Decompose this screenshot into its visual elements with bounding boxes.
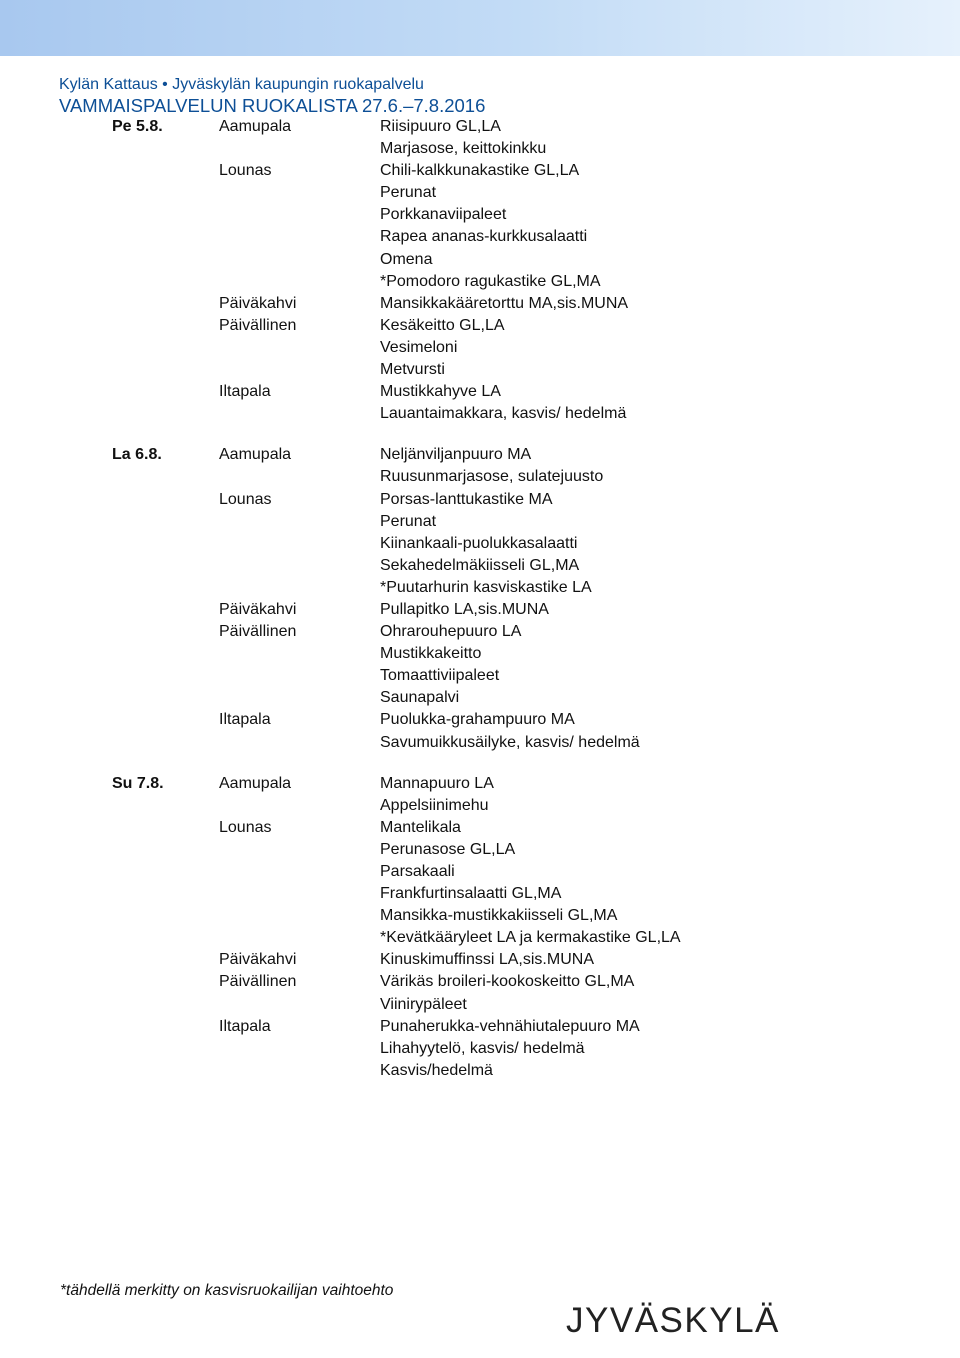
menu-row bbox=[0, 1038, 960, 1060]
menu-row bbox=[0, 271, 960, 293]
menu-row bbox=[0, 337, 960, 359]
day-section bbox=[0, 444, 960, 753]
dish-item: Perunat bbox=[380, 184, 437, 202]
menu-row bbox=[0, 883, 960, 905]
menu-row bbox=[0, 381, 960, 403]
menu-row bbox=[0, 489, 960, 511]
day-date: Su 7.8. bbox=[112, 774, 164, 792]
menu-row bbox=[0, 861, 960, 883]
meal-label: Iltapala bbox=[219, 383, 271, 401]
dish-item: Lauantaimakkara, kasvis/ hedelmä bbox=[380, 405, 627, 423]
dish-item: Mustikkahyve LA bbox=[380, 383, 501, 401]
menu-row bbox=[0, 687, 960, 709]
dish-item: Savumuikkusäilyke, kasvis/ hedelmä bbox=[380, 733, 640, 751]
dish-item: *Puutarhurin kasviskastike LA bbox=[380, 578, 592, 596]
dish-item: *Kevätkääryleet LA ja kermakastike GL,LA bbox=[380, 929, 681, 947]
dish-item: Metvursti bbox=[380, 361, 445, 379]
menu-row bbox=[0, 795, 960, 817]
dish-item: Värikäs broileri-kookoskeitto GL,MA bbox=[380, 973, 635, 991]
dish-item: Mustikkakeitto bbox=[380, 645, 482, 663]
meal-label: Lounas bbox=[219, 162, 272, 180]
meal-label: Aamupala bbox=[219, 446, 292, 464]
menu-row bbox=[0, 971, 960, 993]
menu-row bbox=[0, 599, 960, 621]
logo-wordmark bbox=[566, 1294, 792, 1342]
menu-row bbox=[0, 994, 960, 1016]
meal-label: Aamupala bbox=[219, 774, 292, 792]
meal-label: Päiväkahvi bbox=[219, 600, 297, 618]
dish-item: Mantelikala bbox=[380, 818, 461, 836]
dish-item: Chili-kalkkunakastike GL,LA bbox=[380, 162, 580, 180]
menu-row bbox=[0, 732, 960, 754]
dish-item: Mansikkakääretorttu MA,sis.MUNA bbox=[380, 294, 629, 312]
menu-row bbox=[0, 182, 960, 204]
dish-item: *Pomodoro ragukastike GL,MA bbox=[380, 272, 601, 290]
top-banner bbox=[0, 0, 960, 56]
dish-item: Punaherukka-vehnähiutalepuuro MA bbox=[380, 1017, 640, 1035]
dish-item: Kasvis/hedelmä bbox=[380, 1061, 493, 1079]
menu-row bbox=[0, 444, 960, 466]
menu-row bbox=[0, 577, 960, 599]
menu-row bbox=[0, 621, 960, 643]
dish-item: Neljänviljanpuuro MA bbox=[380, 446, 532, 464]
footnote: *tähdellä merkitty on kasvisruokailijan vaihtoehto bbox=[60, 1282, 394, 1299]
menu-days bbox=[0, 116, 960, 1082]
menu-row bbox=[0, 533, 960, 555]
menu-row bbox=[0, 403, 960, 425]
logo-text: JYVÄSKYLÄ bbox=[566, 1301, 780, 1340]
dish-item: Rapea ananas-kurkkusalaatti bbox=[380, 228, 588, 246]
menu-row bbox=[0, 949, 960, 971]
meal-label: Päivällinen bbox=[219, 973, 297, 991]
organization-line: Kylän Kattaus • Jyväskylän kaupungin ruokapalvelu bbox=[59, 76, 424, 93]
dish-item: Kiinankaali-puolukkasalaatti bbox=[380, 534, 578, 552]
dish-item: Frankfurtinsalaatti GL,MA bbox=[380, 885, 562, 903]
menu-row bbox=[0, 927, 960, 949]
menu-row bbox=[0, 226, 960, 248]
menu-row bbox=[0, 511, 960, 533]
menu-row bbox=[0, 773, 960, 795]
menu-row bbox=[0, 555, 960, 577]
meal-label: Päiväkahvi bbox=[219, 294, 297, 312]
menu-row bbox=[0, 359, 960, 381]
menu-row bbox=[0, 160, 960, 182]
meal-label: Päivällinen bbox=[219, 316, 297, 334]
menu-row bbox=[0, 466, 960, 488]
dish-item: Porkkanaviipaleet bbox=[380, 206, 507, 224]
dish-item: Omena bbox=[380, 250, 433, 268]
menu-row bbox=[0, 817, 960, 839]
menu-row bbox=[0, 643, 960, 665]
dish-item: Mannapuuro LA bbox=[380, 774, 494, 792]
menu-row bbox=[0, 204, 960, 226]
dish-item: Kinuskimuffinssi LA,sis.MUNA bbox=[380, 951, 594, 969]
menu-row bbox=[0, 665, 960, 687]
menu-row bbox=[0, 293, 960, 315]
dish-item: Lihahyytelö, kasvis/ hedelmä bbox=[380, 1039, 585, 1057]
jyvaskyla-logo bbox=[566, 1294, 792, 1347]
day-section bbox=[0, 116, 960, 425]
dish-item: Sekahedelmäkiisseli GL,MA bbox=[380, 556, 580, 574]
meal-label: Lounas bbox=[219, 818, 272, 836]
dish-item: Riisipuuro GL,LA bbox=[380, 118, 501, 135]
dish-item: Ohrarouhepuuro LA bbox=[380, 623, 522, 641]
meal-label: Iltapala bbox=[219, 711, 271, 729]
menu-row bbox=[0, 905, 960, 927]
dish-item: Marjasose, keittokinkku bbox=[380, 140, 547, 158]
dish-item: Vesimeloni bbox=[380, 338, 458, 356]
dish-item: Ruusunmarjasose, sulatejuusto bbox=[380, 468, 604, 486]
dish-item: Mansikka-mustikkakiisseli GL,MA bbox=[380, 907, 618, 925]
menu-row bbox=[0, 315, 960, 337]
dish-item: Saunapalvi bbox=[380, 689, 460, 707]
menu-row bbox=[0, 116, 960, 138]
dish-item: Perunasose GL,LA bbox=[380, 840, 516, 858]
menu-row bbox=[0, 249, 960, 271]
dish-item: Tomaattiviipaleet bbox=[380, 667, 500, 685]
dish-item: Perunat bbox=[380, 512, 437, 530]
document-header bbox=[59, 75, 485, 117]
menu-row bbox=[0, 138, 960, 160]
day-date: Pe 5.8. bbox=[112, 118, 163, 135]
dish-item: Pullapitko LA,sis.MUNA bbox=[380, 600, 549, 618]
menu-row bbox=[0, 1016, 960, 1038]
meal-label: Päiväkahvi bbox=[219, 951, 297, 969]
meal-label: Päivällinen bbox=[219, 623, 297, 641]
menu-row bbox=[0, 709, 960, 731]
dish-item: Kesäkeitto GL,LA bbox=[380, 316, 505, 334]
meal-label: Iltapala bbox=[219, 1017, 271, 1035]
menu-row bbox=[0, 1060, 960, 1082]
day-section bbox=[0, 773, 960, 1082]
meal-label: Aamupala bbox=[219, 118, 292, 135]
menu-row bbox=[0, 839, 960, 861]
dish-item: Puolukka-grahampuuro MA bbox=[380, 711, 575, 729]
dish-item: Porsas-lanttukastike MA bbox=[380, 490, 553, 508]
dish-item: Appelsiinimehu bbox=[380, 796, 489, 814]
menu-title: VAMMAISPALVELUN RUOKALISTA 27.6.–7.8.2016 bbox=[59, 95, 486, 116]
dish-item: Parsakaali bbox=[380, 863, 455, 880]
day-date: La 6.8. bbox=[112, 446, 162, 464]
dish-item: Viinirypäleet bbox=[380, 995, 467, 1013]
meal-label: Lounas bbox=[219, 490, 272, 508]
